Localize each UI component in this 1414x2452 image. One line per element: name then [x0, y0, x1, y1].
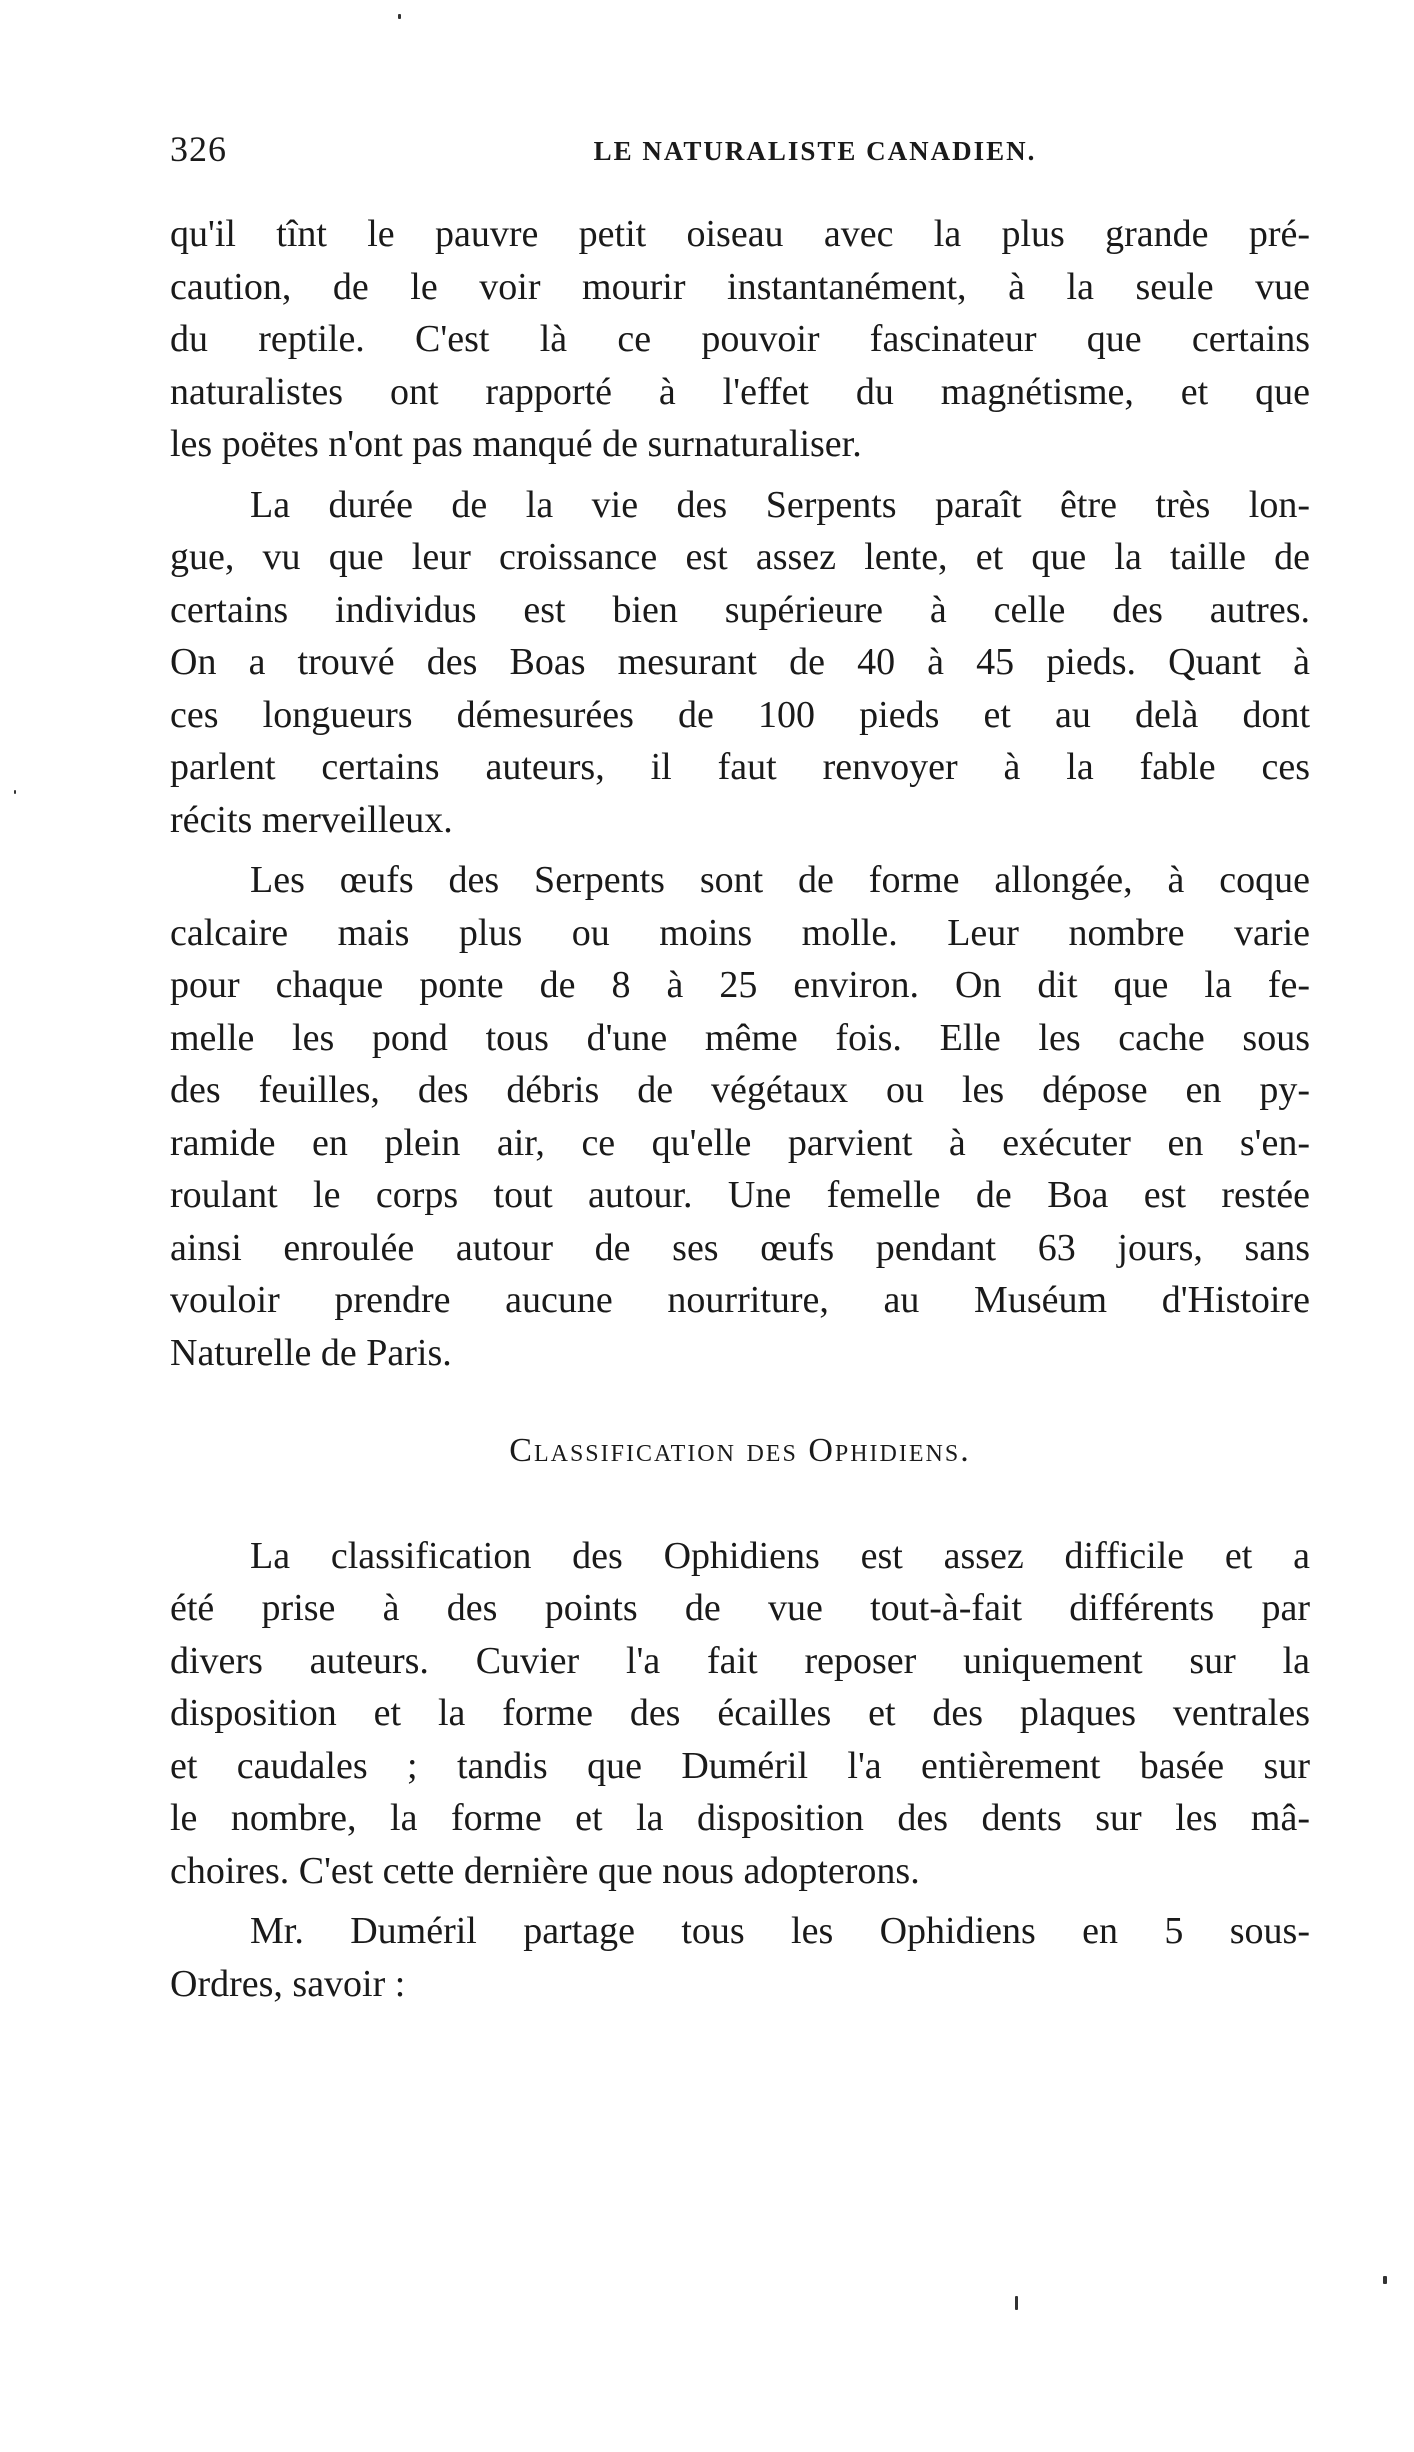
text-line: certains individus est bien supérieure à celle des autres. — [170, 588, 1310, 631]
paragraph-4 — [170, 1530, 1310, 1898]
text-line: le nombre, la forme et la disposition des dents sur les mâ- — [170, 1797, 1310, 1839]
page-header — [170, 128, 1300, 176]
text-line: On a trouvé des Boas mesurant de 40 à 45 pieds. Quant à — [170, 641, 1310, 683]
text-line: ainsi enroulée autour de ses œufs pendant 63 jours, sans — [170, 1226, 1310, 1269]
text-line: les poëtes n'ont pas manqué de surnaturaliser. — [170, 423, 862, 465]
text-line: ces longueurs démesurées de 100 pieds et au delà dont — [170, 693, 1310, 736]
text-line: divers auteurs. Cuvier l'a fait reposer uniquement sur la — [170, 1639, 1310, 1682]
text-line: Les œufs des Serpents sont de forme allongée, à coque — [250, 859, 1310, 901]
text-line: caution, de le voir mourir instantanément, à la seule vue — [170, 265, 1310, 308]
scan-speck — [398, 14, 401, 19]
scan-speck — [14, 790, 16, 794]
text-line: Naturelle de Paris. — [170, 1331, 452, 1374]
text-line: qu'il tînt le pauvre petit oiseau avec la plus grande pré- — [170, 213, 1310, 255]
text-line: et caudales ; tandis que Duméril l'a entièrement basée sur — [170, 1744, 1310, 1787]
text-line: disposition et la forme des écailles et des plaques ventrales — [170, 1692, 1310, 1734]
text-line: melle les pond tous d'une même fois. Elle les cache sous — [170, 1016, 1310, 1059]
text-line: calcaire mais plus ou moins molle. Leur nombre varie — [170, 911, 1310, 954]
paragraph-1 — [170, 208, 1310, 471]
text-line: des feuilles, des débris de végétaux ou les dépose en py- — [170, 1069, 1310, 1111]
text-line: naturalistes ont rapporté à l'effet du magnétisme, et que — [170, 370, 1310, 413]
text-line: vouloir prendre aucune nourriture, au Muséum d'Histoire — [170, 1279, 1310, 1321]
body-text — [170, 208, 1310, 2010]
text-line: La durée de la vie des Serpents paraît être très lon- — [250, 483, 1310, 526]
scan-speck — [1015, 2296, 1018, 2310]
page-number: 326 — [170, 129, 227, 169]
text-line: Mr. Duméril partage tous les Ophidiens en 5 sous- — [250, 1910, 1310, 1952]
scan-speck — [1383, 2276, 1387, 2284]
text-line: pour chaque ponte de 8 à 25 environ. On dit que la fe- — [170, 964, 1310, 1006]
section-heading: Classification des Ophidiens. — [509, 1432, 971, 1469]
paragraph-2 — [170, 479, 1310, 847]
text-line: du reptile. C'est là ce pouvoir fascinateur que certains — [170, 318, 1310, 360]
text-line: gue, vu que leur croissance est assez lente, et que la taille de — [170, 536, 1310, 578]
running-title: LE NATURALISTE CANADIEN. — [593, 136, 1037, 166]
text-line: récits merveilleux. — [170, 798, 453, 841]
text-line: parlent certains auteurs, il faut renvoyer à la fable ces — [170, 746, 1310, 788]
text-line: choires. C'est cette dernière que nous adopterons. — [170, 1849, 920, 1892]
text-line: Ordres, savoir : — [170, 1962, 406, 2005]
text-line: ramide en plein air, ce qu'elle parvient à exécuter en s'en- — [170, 1121, 1310, 1164]
paragraph-5 — [170, 1905, 1310, 2010]
paragraph-3 — [170, 854, 1310, 1379]
text-line: La classification des Ophidiens est assez difficile et a — [250, 1534, 1310, 1577]
text-line: roulant le corps tout autour. Une femelle de Boa est restée — [170, 1174, 1310, 1216]
text-line: été prise à des points de vue tout-à-fait différents par — [170, 1587, 1310, 1629]
